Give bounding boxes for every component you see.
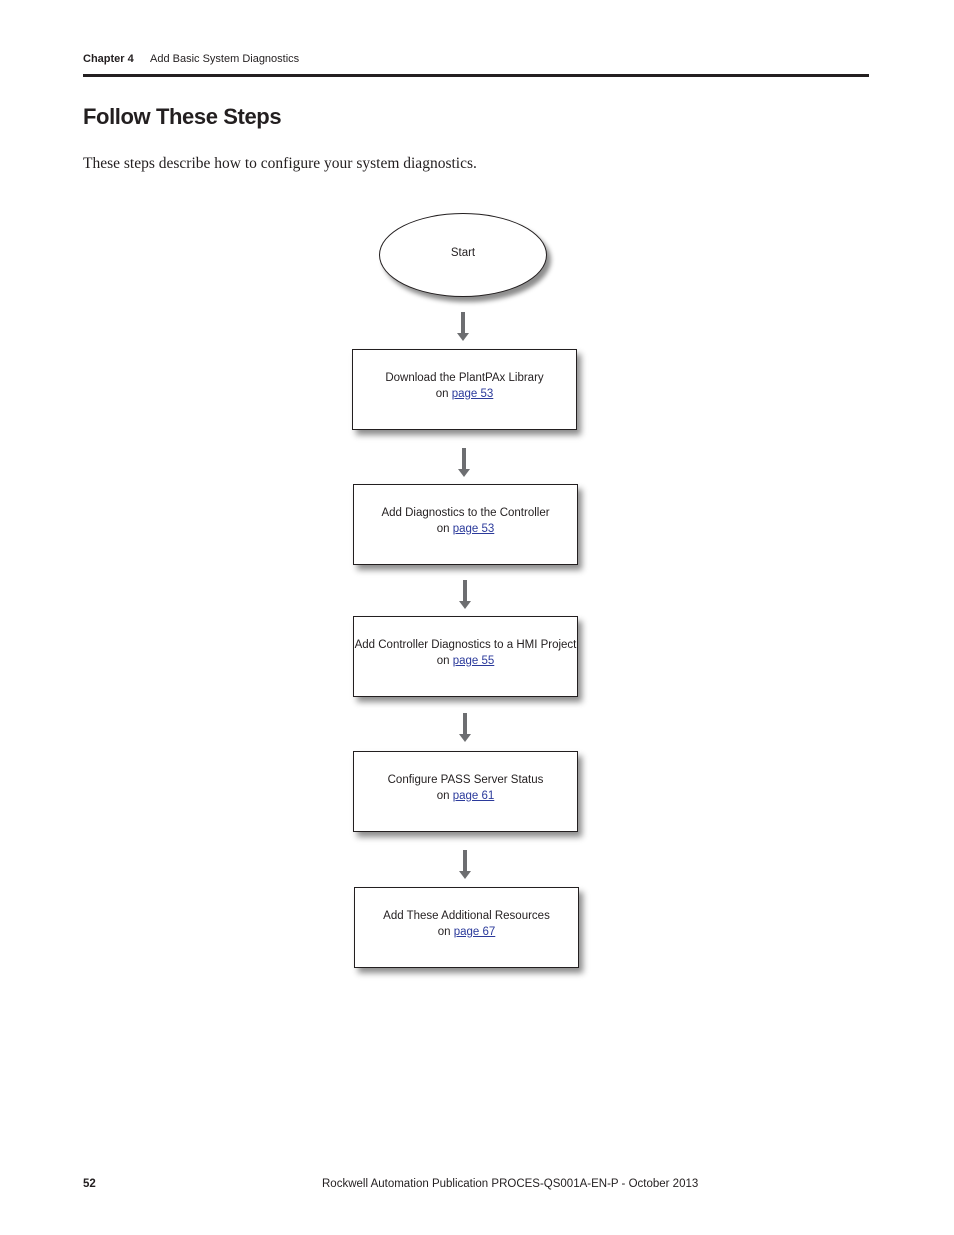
page-title: Follow These Steps: [83, 104, 282, 129]
arrow-down-icon: [459, 580, 471, 610]
start-label: Start: [450, 247, 476, 259]
header-rule: [83, 74, 869, 77]
page-link[interactable]: page 53: [452, 522, 495, 535]
step-box-5: [354, 887, 579, 968]
page-number: 52: [83, 1178, 96, 1190]
running-header: [83, 53, 300, 65]
step-on-text: on: [436, 789, 450, 802]
section-label: Add Basic System Diagnostics: [150, 53, 300, 65]
chapter-label: Chapter 4: [83, 53, 134, 65]
step-label: Configure PASS Server Status: [387, 773, 544, 786]
step-on-text: on: [436, 522, 450, 535]
step-on-text: on: [436, 654, 450, 667]
step-box-4: [353, 751, 578, 832]
intro-paragraph: These steps describe how to configure your system diagnostics.: [83, 155, 477, 172]
page-link[interactable]: page 61: [452, 789, 495, 802]
arrow-down-icon: [457, 312, 469, 342]
step-on-text: on: [435, 387, 449, 400]
arrow-down-icon: [459, 850, 471, 880]
page-link[interactable]: page 53: [451, 387, 494, 400]
arrow-down-icon: [459, 713, 471, 743]
page-link[interactable]: page 67: [453, 925, 496, 938]
arrow-down-icon: [458, 448, 470, 478]
step-box-1: [352, 349, 577, 430]
step-on-text: on: [437, 925, 451, 938]
page-link[interactable]: page 55: [452, 654, 495, 667]
start-node: [379, 213, 547, 297]
step-label: Add Controller Diagnostics to a HMI Project: [354, 638, 577, 651]
step-box-3: [353, 616, 578, 697]
step-box-2: [353, 484, 578, 565]
step-label: Download the PlantPAx Library: [385, 371, 544, 384]
publication-line: Rockwell Automation Publication PROCES-QS001A-EN-P - October 2013: [322, 1178, 699, 1190]
step-label: Add Diagnostics to the Controller: [381, 506, 550, 519]
step-label: Add These Additional Resources: [383, 909, 550, 922]
